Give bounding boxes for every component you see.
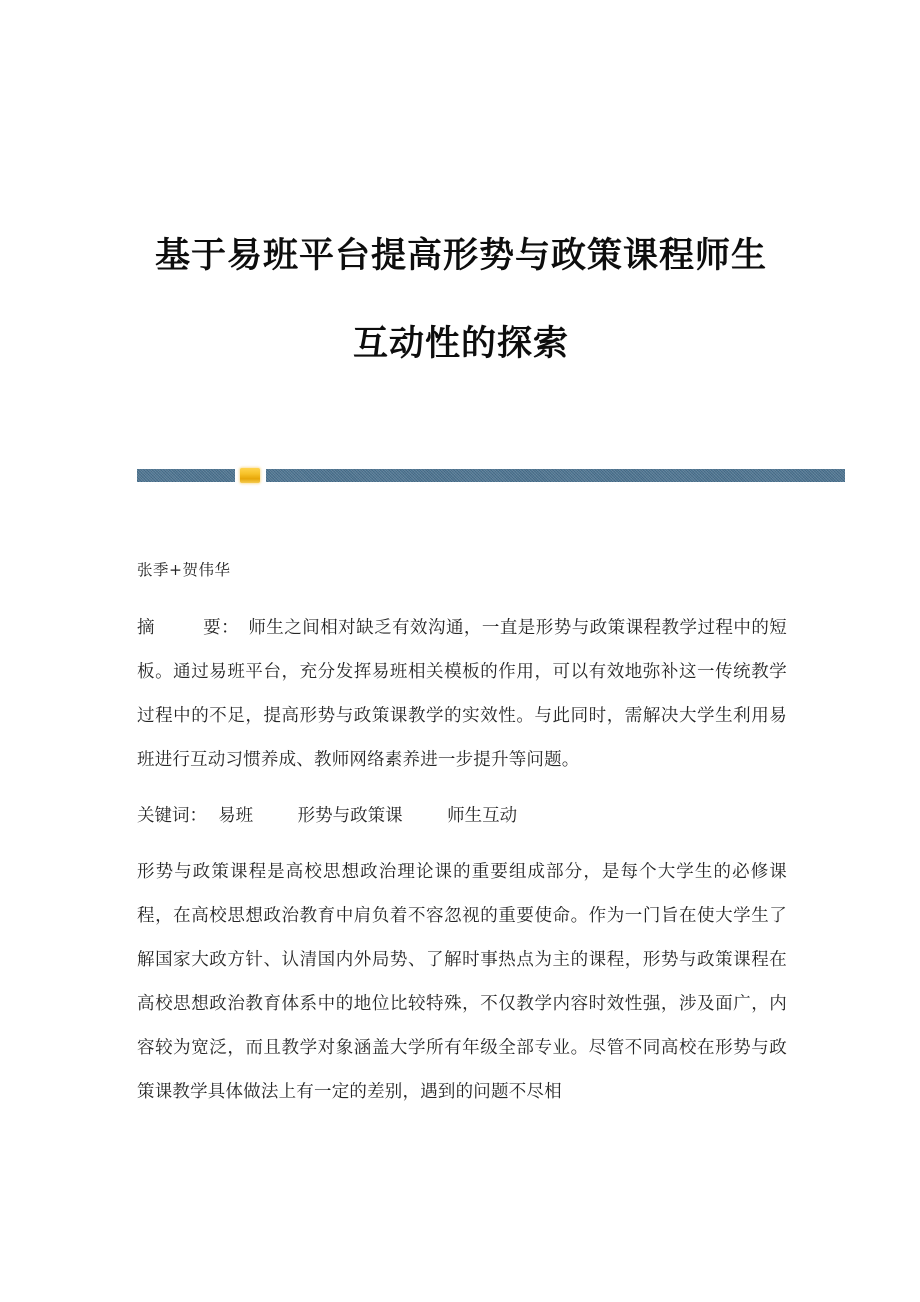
decorative-divider [137, 469, 845, 482]
keywords-line: 关键词： 易班 形势与政策课 师生互动 [137, 806, 518, 826]
authors-line: 张季+贺伟华 [137, 561, 231, 579]
page-title-line-1: 基于易班平台提高形势与政策课程师生 [154, 235, 767, 276]
document-content [137, 548, 787, 1114]
page-title [137, 212, 785, 388]
body-paragraph: 形势与政策课程是高校思想政治理论课的重要组成部分，是每个大学生的必修课程，在高校思想政治教育中肩负着不容忽视的重要使命。作为一门旨在使大学生了解国家大政方针、认清国内外局势、了解时事热点为主的课程，形势与政策课程在高校思想政治教育体系中的地位比较特殊，不仅教学内容时效性强，涉及面广，内容较为宽泛，而且教学对象涵盖大学所有年级全部专业。尽管不同高校在形势与政策课教学具体做法上有一定的差别，遇到的问题不尽相 [137, 862, 787, 1102]
abstract-paragraph [137, 606, 787, 782]
page-title-line-2: 互动性的探索 [352, 323, 569, 364]
divider-bar-right [266, 469, 845, 482]
abstract-label: 摘 要： [137, 618, 231, 638]
divider-bar-left [137, 469, 235, 482]
abstract-text: 师生之间相对缺乏有效沟通，一直是形势与政策课程教学过程中的短板。通过易班平台，充分发挥易班相关模板的作用，可以有效地弥补这一传统教学过程中的不足，提高形势与政策课教学的实效性。与此同时，需解决大学生利用易班进行互动习惯养成、教师网络素养进一步提升等问题。 [137, 618, 788, 770]
gold-square-ornament-icon [240, 468, 260, 483]
